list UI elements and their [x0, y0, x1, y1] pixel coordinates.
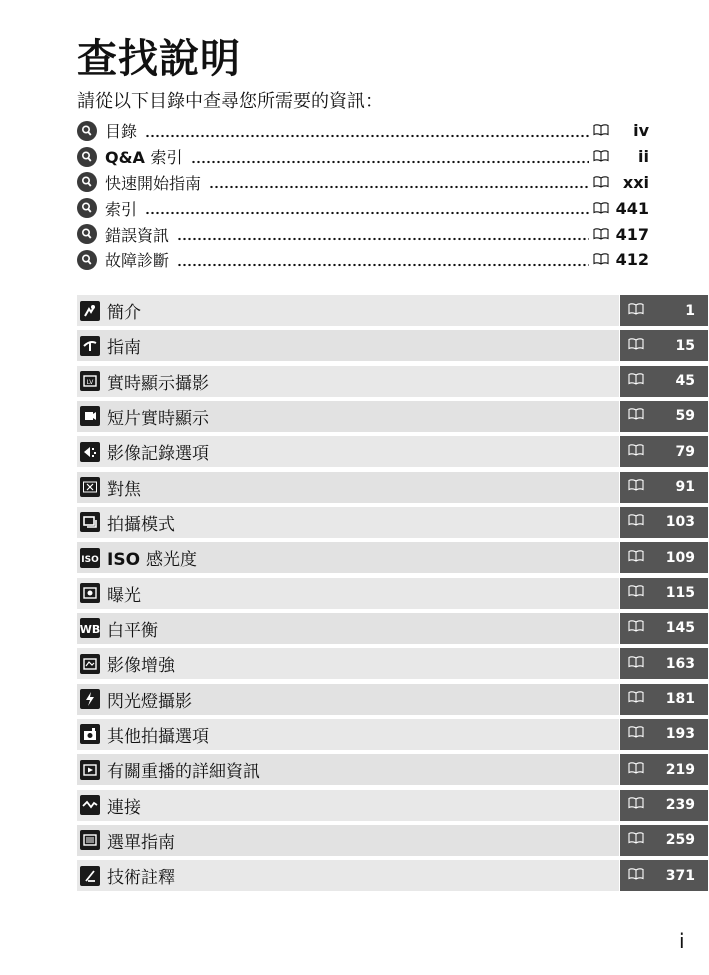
chapter-page-tab[interactable] [620, 401, 708, 432]
chapter-label-text: 短片實時顯示 [107, 408, 209, 429]
chapter-label-text: 選單指南 [107, 832, 175, 853]
chapter-page-tab[interactable] [620, 613, 708, 644]
book-icon [628, 797, 644, 813]
magnifier-icon [77, 250, 97, 270]
chapter-page-tab[interactable] [620, 436, 708, 467]
quick-link-item[interactable] [77, 170, 649, 196]
quick-link-item[interactable] [77, 144, 649, 170]
quick-link-text: 錯誤資訊 [105, 225, 170, 245]
chapter-page-tab[interactable] [620, 472, 708, 503]
chapter-row[interactable] [77, 719, 708, 750]
chapter-page-number: 1 [685, 302, 695, 319]
book-icon [628, 656, 644, 672]
flash-icon [80, 689, 100, 709]
chapter-page-tab[interactable] [620, 648, 708, 679]
chapter-page-number: 219 [665, 761, 695, 778]
book-icon [628, 408, 644, 424]
chapter-label-text: 閃光燈攝影 [107, 691, 192, 712]
svg-text:LV: LV [86, 379, 94, 387]
svg-text:ISO: ISO [81, 554, 99, 565]
chapter-page-tab[interactable] [620, 507, 708, 538]
chapter-label-text: 白平衡 [107, 620, 158, 641]
chapter-page-number: 45 [675, 373, 695, 390]
dot-leader [177, 237, 589, 241]
technical-notes-icon [80, 866, 100, 886]
other-options-icon [80, 724, 100, 744]
chapter-row[interactable] [77, 825, 708, 856]
dot-leader [145, 134, 589, 138]
chapter-page-tab[interactable] [620, 825, 708, 856]
quick-link-page: 412 [615, 250, 649, 270]
chapter-label [107, 828, 175, 853]
quick-link-label [105, 145, 187, 168]
chapter-page-number: 91 [675, 479, 695, 496]
chapter-bar [77, 295, 619, 326]
chapter-row[interactable] [77, 472, 708, 503]
chapter-label-text: 實時顯示攝影 [107, 373, 209, 394]
book-icon [593, 147, 609, 166]
magnifier-icon [77, 172, 97, 192]
chapter-row[interactable] [77, 648, 708, 679]
book-icon [628, 868, 644, 884]
white-balance-icon [80, 618, 100, 638]
page-title: 查找說明 [77, 36, 241, 82]
chapter-page-number: 109 [665, 549, 695, 566]
quick-link-item[interactable] [77, 221, 649, 247]
chapter-label [107, 333, 141, 358]
chapter-page-number: 259 [665, 832, 695, 849]
connection-icon [80, 795, 100, 815]
book-icon [628, 303, 644, 319]
chapter-page-number: 371 [665, 867, 695, 884]
chapter-row[interactable] [77, 542, 708, 573]
chapter-row[interactable] [77, 613, 708, 644]
chapter-bar [77, 613, 619, 644]
page-subtitle: 請從以下目錄中查尋您所需要的資訊： [77, 91, 383, 112]
dot-leader [177, 263, 589, 267]
dot-leader [209, 185, 589, 189]
chapter-bar [77, 472, 619, 503]
playback-icon [80, 760, 100, 780]
chapter-label-text: 曝光 [107, 585, 141, 606]
quick-link-label [105, 248, 173, 271]
book-icon [593, 121, 609, 140]
chapter-page-tab[interactable] [620, 295, 708, 326]
chapter-page-tab[interactable] [620, 366, 708, 397]
footer-page-number: i [679, 929, 685, 953]
book-icon [628, 762, 644, 778]
chapter-label [107, 298, 141, 323]
iso-icon [80, 548, 100, 568]
chapter-label-prefix: ISO [107, 550, 146, 571]
chapter-label-text: 技術註釋 [107, 868, 175, 889]
quick-link-page-ref [593, 173, 649, 192]
chapter-row[interactable] [77, 754, 708, 785]
quick-link-label [105, 119, 141, 142]
quick-link-label [105, 223, 173, 246]
menu-guide-icon [80, 830, 100, 850]
quick-link-page-ref [593, 250, 649, 269]
quick-link-text: 故障診斷 [105, 251, 170, 271]
chapter-label [107, 793, 141, 818]
magnifier-icon [77, 121, 97, 141]
dot-leader [191, 160, 589, 164]
magnifier-icon [77, 147, 97, 167]
chapter-label-text: 指南 [107, 338, 141, 359]
focus-icon [80, 477, 100, 497]
chapter-page-number: 15 [675, 337, 695, 354]
chapter-page-tab[interactable] [620, 578, 708, 609]
book-icon [593, 173, 609, 192]
quick-link-prefix: Q&A [105, 148, 151, 168]
magnifier-icon [77, 198, 97, 218]
chapter-page-number: 59 [675, 408, 695, 425]
chapter-row[interactable] [77, 330, 708, 361]
chapter-page-number: 181 [665, 691, 695, 708]
chapter-row[interactable] [77, 436, 708, 467]
chapter-page-number: 79 [675, 443, 695, 460]
movie-icon [80, 406, 100, 426]
chapter-page-tab[interactable] [620, 790, 708, 821]
quick-links-list [77, 118, 649, 273]
book-icon [628, 691, 644, 707]
chapter-label [107, 616, 158, 641]
quick-link-page: 417 [615, 224, 649, 244]
live-view-icon [80, 371, 100, 391]
image-quality-icon [80, 442, 100, 462]
book-icon [628, 373, 644, 389]
book-icon [628, 514, 644, 530]
chapter-page-number: 145 [665, 620, 695, 637]
chapter-label-text: 感光度 [145, 550, 197, 571]
book-icon [593, 225, 609, 244]
book-icon [628, 444, 644, 460]
exposure-icon [80, 583, 100, 603]
chapter-label [107, 757, 260, 782]
quick-link-item[interactable] [77, 118, 649, 144]
quick-link-page-ref [593, 199, 649, 218]
chapter-page-tab[interactable] [620, 684, 708, 715]
chapter-label [107, 722, 209, 747]
chapter-label [107, 510, 175, 535]
chapter-bar [77, 578, 619, 609]
quick-link-page: xxi [622, 172, 649, 192]
quick-link-label [105, 171, 205, 194]
chapter-page-tab[interactable] [620, 330, 708, 361]
chapter-bar [77, 790, 619, 821]
dot-leader [145, 211, 589, 215]
magnifier-icon [77, 224, 97, 244]
chapter-row[interactable] [77, 860, 708, 891]
chapter-row[interactable] [77, 684, 708, 715]
quick-link-page-ref [593, 121, 649, 140]
chapter-row[interactable] [77, 401, 708, 432]
chapter-row[interactable] [77, 295, 708, 326]
chapter-label-text: 對焦 [107, 479, 141, 500]
chapter-label-text: 影像增強 [107, 656, 175, 677]
quick-link-text: 目錄 [105, 122, 138, 142]
quick-link-page-ref [593, 225, 649, 244]
chapter-label [107, 439, 209, 464]
chapter-label [107, 369, 209, 394]
book-icon [593, 250, 609, 269]
book-icon [628, 338, 644, 354]
chapter-label-text: 有關重播的詳細資訊 [107, 762, 260, 783]
tutorial-icon [80, 336, 100, 356]
quick-link-label [105, 197, 141, 220]
book-icon [628, 550, 644, 566]
quick-link-text: 快速開始指南 [105, 173, 202, 193]
chapter-page-number: 239 [665, 797, 695, 814]
book-icon [628, 585, 644, 601]
book-icon [628, 479, 644, 495]
chapter-page-number: 163 [665, 655, 695, 672]
chapter-label-text: 影像記錄選項 [107, 444, 209, 465]
chapter-page-number: 103 [665, 514, 695, 531]
book-icon [628, 620, 644, 636]
chapter-page-number: 193 [665, 726, 695, 743]
quick-link-text: 索引 [150, 148, 183, 168]
chapter-page-tab[interactable] [620, 542, 708, 573]
chapter-row[interactable] [77, 507, 708, 538]
book-icon [628, 832, 644, 848]
chapter-page-number: 115 [665, 585, 695, 602]
chapter-label-text: 拍攝模式 [107, 514, 175, 535]
book-icon [628, 726, 644, 742]
chapter-label [107, 404, 209, 429]
quick-link-page: iv [633, 121, 649, 141]
chapter-label [107, 863, 175, 888]
chapter-label-text: 連接 [107, 797, 141, 818]
chapter-row[interactable] [77, 578, 708, 609]
chapter-bar [77, 330, 619, 361]
camera-intro-icon [80, 301, 100, 321]
chapter-page-tab[interactable] [620, 754, 708, 785]
chapter-label [107, 545, 197, 570]
release-mode-icon [80, 512, 100, 532]
chapter-label [107, 475, 141, 500]
chapter-label [107, 581, 141, 606]
quick-link-item[interactable] [77, 195, 649, 221]
chapter-label [107, 687, 192, 712]
quick-link-text: 索引 [105, 199, 138, 219]
quick-link-page: 441 [615, 198, 649, 218]
quick-link-page-ref [593, 147, 649, 166]
quick-link-page: ii [638, 147, 649, 167]
chapter-label-text: 其他拍攝選項 [107, 726, 209, 747]
quick-link-item[interactable] [77, 247, 649, 273]
book-icon [593, 199, 609, 218]
chapter-row[interactable] [77, 790, 708, 821]
svg-text:WB: WB [79, 623, 101, 637]
chapter-row[interactable] [77, 366, 708, 397]
picture-control-icon [80, 654, 100, 674]
chapter-page-tab[interactable] [620, 860, 708, 891]
chapter-list [77, 295, 708, 896]
chapter-label [107, 651, 175, 676]
chapter-page-tab[interactable] [620, 719, 708, 750]
chapter-label-text: 簡介 [107, 303, 141, 323]
